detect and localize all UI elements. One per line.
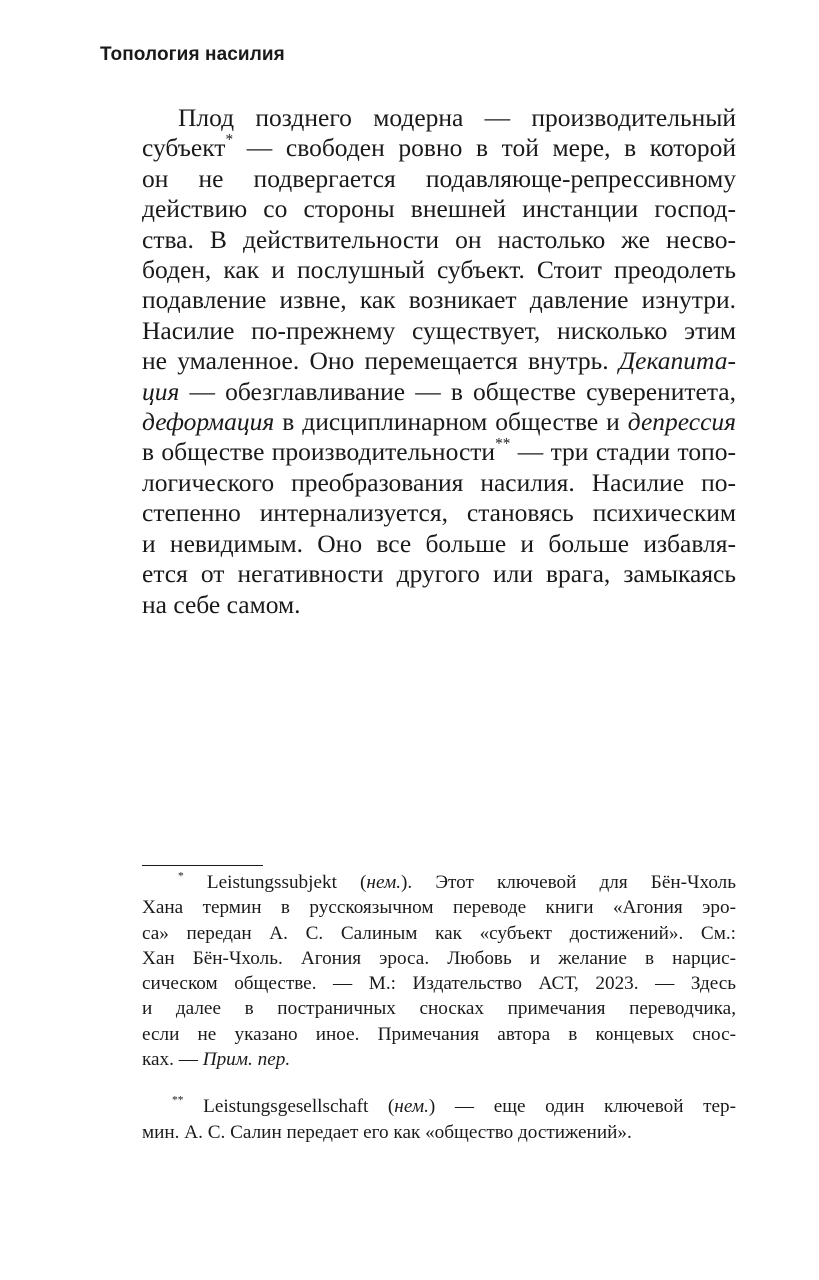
italic-term: деформация — [142, 407, 275, 437]
text-run: в дисциплинарном обществе и — [274, 407, 628, 437]
text-run: — свободен ровно в той мере, в которой — [233, 133, 736, 163]
text-run: ). Этот ключевой для Бён-Чхоль — [401, 872, 736, 893]
paragraph-line: Плод позднего модерна — производительный — [178, 103, 736, 132]
footnote-ref-1: * — [225, 131, 234, 149]
footnotes — [142, 870, 736, 1145]
footnote-ref-2: ** — [495, 436, 511, 453]
footnote-line — [142, 870, 736, 895]
footnote-line — [142, 1094, 736, 1119]
paragraph-line: ства. В действительности он настолько же несво- — [142, 224, 736, 254]
paragraph-line: на себе самом. — [142, 589, 301, 619]
main-paragraph — [142, 103, 736, 620]
footnote-line — [142, 1047, 736, 1072]
footnote-2 — [142, 1094, 736, 1145]
text-run: Leistungsgesellschaft ( — [183, 1096, 395, 1118]
footnote-marker: ** — [172, 1094, 184, 1107]
paragraph-line: логического преобразования насилия. Насилие по- — [142, 467, 736, 497]
italic-term: Декапита- — [618, 346, 736, 376]
italic-term: Прим. пер. — [202, 1049, 291, 1071]
paragraph-line: он не подвергается подавляюще-репрессивному — [142, 163, 736, 193]
paragraph-line: ется от негативности другого или врага, замыкаясь — [142, 559, 736, 589]
paragraph-line: подавление извне, как возникает давление изнутри. — [142, 285, 736, 315]
footnote-line: Хана термин в русскоязычном переводе книги «Агония эро- — [142, 897, 736, 919]
text-run: субъект — [142, 133, 226, 163]
footnote-line: сическом обществе. — М.: Издательство АСТ, 2023. — Здесь — [142, 973, 736, 995]
footnote-line: если не указано иное. Примечания автора в концевых снос- — [142, 1023, 736, 1045]
paragraph-line: Насилие по-прежнему существует, нисколько этим — [142, 315, 736, 345]
footnote-1 — [142, 870, 736, 1072]
paragraph-line — [142, 346, 736, 376]
paragraph-line: действию со стороны внешней инстанции господ- — [142, 194, 736, 224]
text-run: в обществе производительности — [142, 437, 496, 467]
paragraph-line: и невидимым. Оно все больше и больше избавля- — [142, 528, 736, 558]
paragraph-line: боден, как и послушный субъект. Стоит преодолеть — [142, 255, 736, 285]
italic-term: нем. — [394, 1096, 429, 1118]
italic-term: нем. — [366, 872, 402, 893]
text-run: ) — еще один ключевой тер- — [428, 1096, 736, 1118]
text-run: ках. — — [142, 1049, 203, 1071]
italic-term: ция — [142, 376, 180, 406]
paragraph-line: степенно интернализуется, становясь психическим — [142, 498, 736, 528]
italic-term: депрессия — [627, 407, 736, 437]
running-head: Топология насилия — [100, 44, 285, 65]
footnote-line: и далее в постраничных сносках примечания переводчика, — [142, 998, 736, 1020]
footnote-separator — [142, 865, 263, 866]
footnote-gap — [142, 1072, 736, 1094]
text-run: — обезглавливание — в обществе суверенитета, — [179, 376, 736, 406]
footnote-marker: * — [178, 870, 184, 883]
footnote-line: мин. А. С. Салин передает его как «общество достижений». — [142, 1121, 632, 1143]
paragraph-line — [142, 377, 736, 407]
paragraph-line — [142, 407, 736, 437]
footnote-line: Хан Бён-Чхоль. Агония эроса. Любовь и желание в нарцис- — [142, 947, 736, 969]
paragraph-line — [142, 437, 736, 467]
text-run: не умаленное. Оно перемещается внутрь. — [142, 346, 619, 376]
footnote-line: са» передан А. С. Салиным как «субъект достижений». См.: — [142, 922, 736, 944]
text-run: Leistungssubjekt ( — [183, 872, 367, 893]
text-run: — три стадии топо- — [510, 437, 736, 467]
paragraph-line — [142, 133, 736, 163]
